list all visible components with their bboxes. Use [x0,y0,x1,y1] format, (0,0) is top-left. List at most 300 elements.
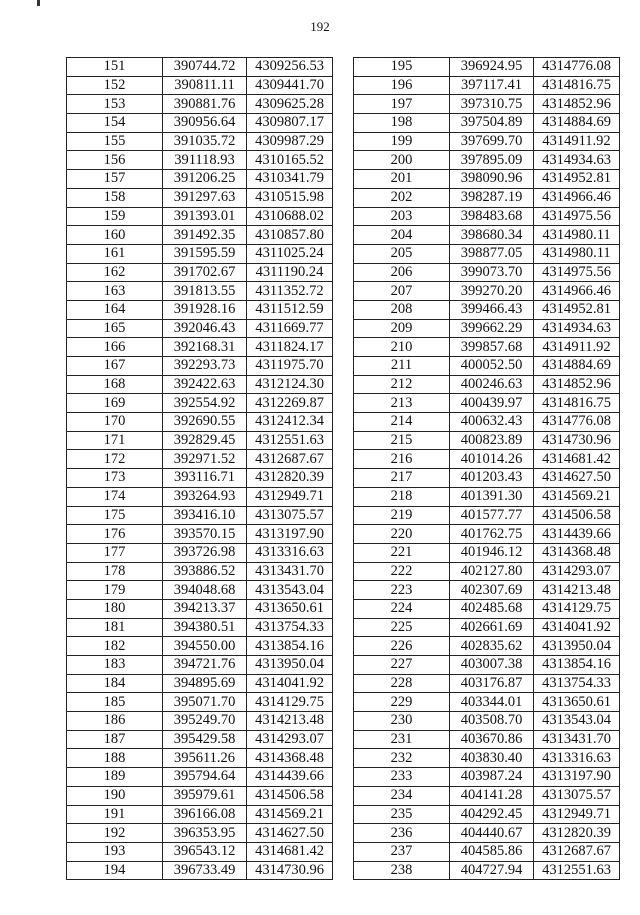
table-row [354,132,620,151]
y-coordinate-cell: 4310341.79 [247,170,333,189]
x-coordinate-cell: 396166.08 [163,805,247,824]
coordinates-table-left [66,57,333,880]
scan-corner-mark [37,0,40,6]
point-number-cell: 228 [354,674,450,693]
table-row [354,226,620,245]
point-number-cell: 169 [67,394,163,413]
y-coordinate-cell: 4311190.24 [247,263,333,282]
x-coordinate-cell: 404141.28 [450,786,534,805]
point-number-cell: 203 [354,207,450,226]
x-coordinate-cell: 397504.89 [450,114,534,133]
table-row [354,357,620,376]
point-number-cell: 156 [67,151,163,170]
point-number-cell: 173 [67,469,163,488]
y-coordinate-cell: 4309441.70 [247,76,333,95]
y-coordinate-cell: 4313316.63 [534,749,620,768]
y-coordinate-cell: 4314816.75 [534,76,620,95]
table-row [67,357,333,376]
x-coordinate-cell: 402307.69 [450,581,534,600]
point-number-cell: 164 [67,300,163,319]
x-coordinate-cell: 397310.75 [450,95,534,114]
y-coordinate-cell: 4311824.17 [247,338,333,357]
point-number-cell: 201 [354,170,450,189]
y-coordinate-cell: 4314730.96 [534,431,620,450]
y-coordinate-cell: 4314129.75 [247,693,333,712]
x-coordinate-cell: 403508.70 [450,712,534,731]
table-row [354,58,620,77]
y-coordinate-cell: 4314506.58 [534,506,620,525]
y-coordinate-cell: 4314852.96 [534,375,620,394]
y-coordinate-cell: 4314041.92 [247,674,333,693]
y-coordinate-cell: 4313197.90 [247,525,333,544]
y-coordinate-cell: 4311512.59 [247,300,333,319]
table-row [354,244,620,263]
x-coordinate-cell: 392971.52 [163,450,247,469]
x-coordinate-cell: 397117.41 [450,76,534,95]
y-coordinate-cell: 4314439.66 [247,768,333,787]
point-number-cell: 161 [67,244,163,263]
point-number-cell: 202 [354,188,450,207]
point-number-cell: 192 [67,824,163,843]
point-number-cell: 160 [67,226,163,245]
y-coordinate-cell: 4313543.04 [247,581,333,600]
x-coordinate-cell: 395794.64 [163,768,247,787]
x-coordinate-cell: 392046.43 [163,319,247,338]
point-number-cell: 219 [354,506,450,525]
x-coordinate-cell: 403344.01 [450,693,534,712]
x-coordinate-cell: 404727.94 [450,861,534,880]
coordinates-table-right [353,57,620,880]
point-number-cell: 193 [67,842,163,861]
point-number-cell: 200 [354,151,450,170]
point-number-cell: 197 [354,95,450,114]
y-coordinate-cell: 4314293.07 [534,562,620,581]
x-coordinate-cell: 403830.40 [450,749,534,768]
point-number-cell: 198 [354,114,450,133]
point-number-cell: 174 [67,487,163,506]
table-row [67,487,333,506]
x-coordinate-cell: 391928.16 [163,300,247,319]
y-coordinate-cell: 4314776.08 [534,58,620,77]
point-number-cell: 206 [354,263,450,282]
table-row [354,749,620,768]
point-number-cell: 199 [354,132,450,151]
table-row [67,674,333,693]
point-number-cell: 159 [67,207,163,226]
table-row [354,525,620,544]
table-row [354,319,620,338]
x-coordinate-cell: 401577.77 [450,506,534,525]
x-coordinate-cell: 391393.01 [163,207,247,226]
table-row [354,543,620,562]
y-coordinate-cell: 4314506.58 [247,786,333,805]
point-number-cell: 205 [354,244,450,263]
x-coordinate-cell: 404440.67 [450,824,534,843]
point-number-cell: 225 [354,618,450,637]
x-coordinate-cell: 390956.64 [163,114,247,133]
table-row [354,861,620,880]
point-number-cell: 162 [67,263,163,282]
x-coordinate-cell: 399857.68 [450,338,534,357]
point-number-cell: 167 [67,357,163,376]
x-coordinate-cell: 393116.71 [163,469,247,488]
table-row [354,618,620,637]
y-coordinate-cell: 4311352.72 [247,282,333,301]
table-row [354,674,620,693]
table-row [67,319,333,338]
y-coordinate-cell: 4314213.48 [534,581,620,600]
x-coordinate-cell: 391035.72 [163,132,247,151]
point-number-cell: 215 [354,431,450,450]
x-coordinate-cell: 402127.80 [450,562,534,581]
y-coordinate-cell: 4313316.63 [247,543,333,562]
x-coordinate-cell: 403176.87 [450,674,534,693]
x-coordinate-cell: 395979.61 [163,786,247,805]
table-row [67,300,333,319]
x-coordinate-cell: 393264.93 [163,487,247,506]
table-row [354,786,620,805]
y-coordinate-cell: 4314952.81 [534,170,620,189]
point-number-cell: 209 [354,319,450,338]
table-row [354,712,620,731]
x-coordinate-cell: 391702.67 [163,263,247,282]
y-coordinate-cell: 4312551.63 [247,431,333,450]
x-coordinate-cell: 397895.09 [450,151,534,170]
point-number-cell: 176 [67,525,163,544]
table-row [67,170,333,189]
table-row [354,581,620,600]
x-coordinate-cell: 399270.20 [450,282,534,301]
x-coordinate-cell: 401946.12 [450,543,534,562]
table-row [354,375,620,394]
x-coordinate-cell: 393570.15 [163,525,247,544]
table-row [67,637,333,656]
y-coordinate-cell: 4314627.50 [247,824,333,843]
coordinates-table-right-body [354,58,620,880]
table-row [67,58,333,77]
point-number-cell: 204 [354,226,450,245]
x-coordinate-cell: 401762.75 [450,525,534,544]
point-number-cell: 171 [67,431,163,450]
y-coordinate-cell: 4309625.28 [247,95,333,114]
y-coordinate-cell: 4314980.11 [534,226,620,245]
x-coordinate-cell: 392829.45 [163,431,247,450]
y-coordinate-cell: 4314952.81 [534,300,620,319]
y-coordinate-cell: 4312124.30 [247,375,333,394]
table-row [67,95,333,114]
y-coordinate-cell: 4311975.70 [247,357,333,376]
x-coordinate-cell: 398483.68 [450,207,534,226]
x-coordinate-cell: 395071.70 [163,693,247,712]
table-row [67,282,333,301]
y-coordinate-cell: 4313431.70 [534,730,620,749]
y-coordinate-cell: 4313754.33 [534,674,620,693]
y-coordinate-cell: 4311025.24 [247,244,333,263]
y-coordinate-cell: 4314569.21 [247,805,333,824]
point-number-cell: 207 [354,282,450,301]
point-number-cell: 163 [67,282,163,301]
table-row [354,151,620,170]
table-row [67,76,333,95]
y-coordinate-cell: 4313197.90 [534,768,620,787]
point-number-cell: 221 [354,543,450,562]
table-row [67,861,333,880]
table-row [67,749,333,768]
point-number-cell: 155 [67,132,163,151]
x-coordinate-cell: 399466.43 [450,300,534,319]
point-number-cell: 214 [354,413,450,432]
point-number-cell: 178 [67,562,163,581]
point-number-cell: 165 [67,319,163,338]
point-number-cell: 187 [67,730,163,749]
y-coordinate-cell: 4314934.63 [534,151,620,170]
point-number-cell: 210 [354,338,450,357]
table-row [354,824,620,843]
table-row [67,618,333,637]
table-row [67,786,333,805]
y-coordinate-cell: 4314980.11 [534,244,620,263]
point-number-cell: 208 [354,300,450,319]
table-row [67,114,333,133]
y-coordinate-cell: 4314627.50 [534,469,620,488]
y-coordinate-cell: 4310688.02 [247,207,333,226]
x-coordinate-cell: 390744.72 [163,58,247,77]
x-coordinate-cell: 402835.62 [450,637,534,656]
table-row [354,730,620,749]
x-coordinate-cell: 391297.63 [163,188,247,207]
y-coordinate-cell: 4313650.61 [534,693,620,712]
table-row [354,487,620,506]
point-number-cell: 151 [67,58,163,77]
x-coordinate-cell: 400246.63 [450,375,534,394]
point-number-cell: 230 [354,712,450,731]
y-coordinate-cell: 4312949.71 [534,805,620,824]
table-row [354,805,620,824]
point-number-cell: 194 [67,861,163,880]
point-number-cell: 185 [67,693,163,712]
point-number-cell: 234 [354,786,450,805]
table-row [354,469,620,488]
y-coordinate-cell: 4311669.77 [247,319,333,338]
x-coordinate-cell: 393416.10 [163,506,247,525]
x-coordinate-cell: 400823.89 [450,431,534,450]
point-number-cell: 218 [354,487,450,506]
y-coordinate-cell: 4309987.29 [247,132,333,151]
x-coordinate-cell: 391206.25 [163,170,247,189]
table-row [354,338,620,357]
y-coordinate-cell: 4314975.56 [534,207,620,226]
y-coordinate-cell: 4312269.87 [247,394,333,413]
point-number-cell: 216 [354,450,450,469]
y-coordinate-cell: 4314681.42 [534,450,620,469]
x-coordinate-cell: 401391.30 [450,487,534,506]
y-coordinate-cell: 4314884.69 [534,357,620,376]
y-coordinate-cell: 4314975.56 [534,263,620,282]
table-row [67,712,333,731]
point-number-cell: 229 [354,693,450,712]
x-coordinate-cell: 404292.45 [450,805,534,824]
table-row [67,562,333,581]
x-coordinate-cell: 398090.96 [450,170,534,189]
point-number-cell: 191 [67,805,163,824]
table-row [354,207,620,226]
y-coordinate-cell: 4314129.75 [534,599,620,618]
y-coordinate-cell: 4313075.57 [247,506,333,525]
point-number-cell: 172 [67,450,163,469]
point-number-cell: 233 [354,768,450,787]
point-number-cell: 212 [354,375,450,394]
x-coordinate-cell: 398877.05 [450,244,534,263]
x-coordinate-cell: 393886.52 [163,562,247,581]
y-coordinate-cell: 4314293.07 [247,730,333,749]
point-number-cell: 180 [67,599,163,618]
table-row [67,506,333,525]
y-coordinate-cell: 4314966.46 [534,282,620,301]
point-number-cell: 195 [354,58,450,77]
y-coordinate-cell: 4309256.53 [247,58,333,77]
x-coordinate-cell: 394550.00 [163,637,247,656]
y-coordinate-cell: 4312820.39 [534,824,620,843]
point-number-cell: 177 [67,543,163,562]
table-row [354,656,620,675]
point-number-cell: 184 [67,674,163,693]
x-coordinate-cell: 397699.70 [450,132,534,151]
table-row [354,693,620,712]
table-row [67,805,333,824]
x-coordinate-cell: 392168.31 [163,338,247,357]
point-number-cell: 175 [67,506,163,525]
y-coordinate-cell: 4312551.63 [534,861,620,880]
table-row [67,188,333,207]
x-coordinate-cell: 391595.59 [163,244,247,263]
table-row [67,599,333,618]
point-number-cell: 237 [354,842,450,861]
table-row [67,226,333,245]
x-coordinate-cell: 396353.95 [163,824,247,843]
table-row [354,95,620,114]
point-number-cell: 153 [67,95,163,114]
x-coordinate-cell: 398680.34 [450,226,534,245]
x-coordinate-cell: 404585.86 [450,842,534,861]
table-row [67,132,333,151]
table-row [67,581,333,600]
y-coordinate-cell: 4313543.04 [534,712,620,731]
y-coordinate-cell: 4314852.96 [534,95,620,114]
point-number-cell: 196 [354,76,450,95]
point-number-cell: 211 [354,357,450,376]
table-row [67,413,333,432]
point-number-cell: 222 [354,562,450,581]
point-number-cell: 223 [354,581,450,600]
point-number-cell: 157 [67,170,163,189]
coordinates-table-left-body [67,58,333,880]
point-number-cell: 235 [354,805,450,824]
point-number-cell: 213 [354,394,450,413]
x-coordinate-cell: 400052.50 [450,357,534,376]
x-coordinate-cell: 399662.29 [450,319,534,338]
y-coordinate-cell: 4310515.98 [247,188,333,207]
table-row [354,300,620,319]
y-coordinate-cell: 4313854.16 [247,637,333,656]
x-coordinate-cell: 393726.98 [163,543,247,562]
y-coordinate-cell: 4314966.46 [534,188,620,207]
x-coordinate-cell: 390881.76 [163,95,247,114]
table-row [354,431,620,450]
table-row [354,263,620,282]
x-coordinate-cell: 392690.55 [163,413,247,432]
table-row [354,114,620,133]
x-coordinate-cell: 403670.86 [450,730,534,749]
table-row [67,824,333,843]
y-coordinate-cell: 4314776.08 [534,413,620,432]
table-row [354,188,620,207]
table-row [67,244,333,263]
y-coordinate-cell: 4313431.70 [247,562,333,581]
y-coordinate-cell: 4314816.75 [534,394,620,413]
y-coordinate-cell: 4313754.33 [247,618,333,637]
point-number-cell: 168 [67,375,163,394]
point-number-cell: 226 [354,637,450,656]
y-coordinate-cell: 4314368.48 [247,749,333,768]
point-number-cell: 231 [354,730,450,749]
table-row [354,413,620,432]
table-row [67,469,333,488]
point-number-cell: 238 [354,861,450,880]
page-number: 192 [310,19,330,34]
y-coordinate-cell: 4313650.61 [247,599,333,618]
y-coordinate-cell: 4314439.66 [534,525,620,544]
point-number-cell: 190 [67,786,163,805]
y-coordinate-cell: 4314569.21 [534,487,620,506]
y-coordinate-cell: 4313950.04 [534,637,620,656]
table-row [354,282,620,301]
point-number-cell: 188 [67,749,163,768]
table-row [67,693,333,712]
y-coordinate-cell: 4312820.39 [247,469,333,488]
x-coordinate-cell: 398287.19 [450,188,534,207]
y-coordinate-cell: 4314213.48 [247,712,333,731]
table-row [67,842,333,861]
y-coordinate-cell: 4313854.16 [534,656,620,675]
y-coordinate-cell: 4314934.63 [534,319,620,338]
point-number-cell: 179 [67,581,163,600]
table-row [67,207,333,226]
x-coordinate-cell: 400439.97 [450,394,534,413]
y-coordinate-cell: 4313075.57 [534,786,620,805]
point-number-cell: 227 [354,656,450,675]
table-row [67,656,333,675]
y-coordinate-cell: 4309807.17 [247,114,333,133]
x-coordinate-cell: 396543.12 [163,842,247,861]
x-coordinate-cell: 394721.76 [163,656,247,675]
table-row [354,842,620,861]
point-number-cell: 236 [354,824,450,843]
table-row [67,394,333,413]
y-coordinate-cell: 4314041.92 [534,618,620,637]
y-coordinate-cell: 4310857.80 [247,226,333,245]
x-coordinate-cell: 392554.92 [163,394,247,413]
point-number-cell: 186 [67,712,163,731]
point-number-cell: 166 [67,338,163,357]
table-row [354,76,620,95]
point-number-cell: 217 [354,469,450,488]
x-coordinate-cell: 391813.55 [163,282,247,301]
x-coordinate-cell: 391118.93 [163,151,247,170]
table-row [354,394,620,413]
x-coordinate-cell: 391492.35 [163,226,247,245]
x-coordinate-cell: 390811.11 [163,76,247,95]
table-row [67,338,333,357]
